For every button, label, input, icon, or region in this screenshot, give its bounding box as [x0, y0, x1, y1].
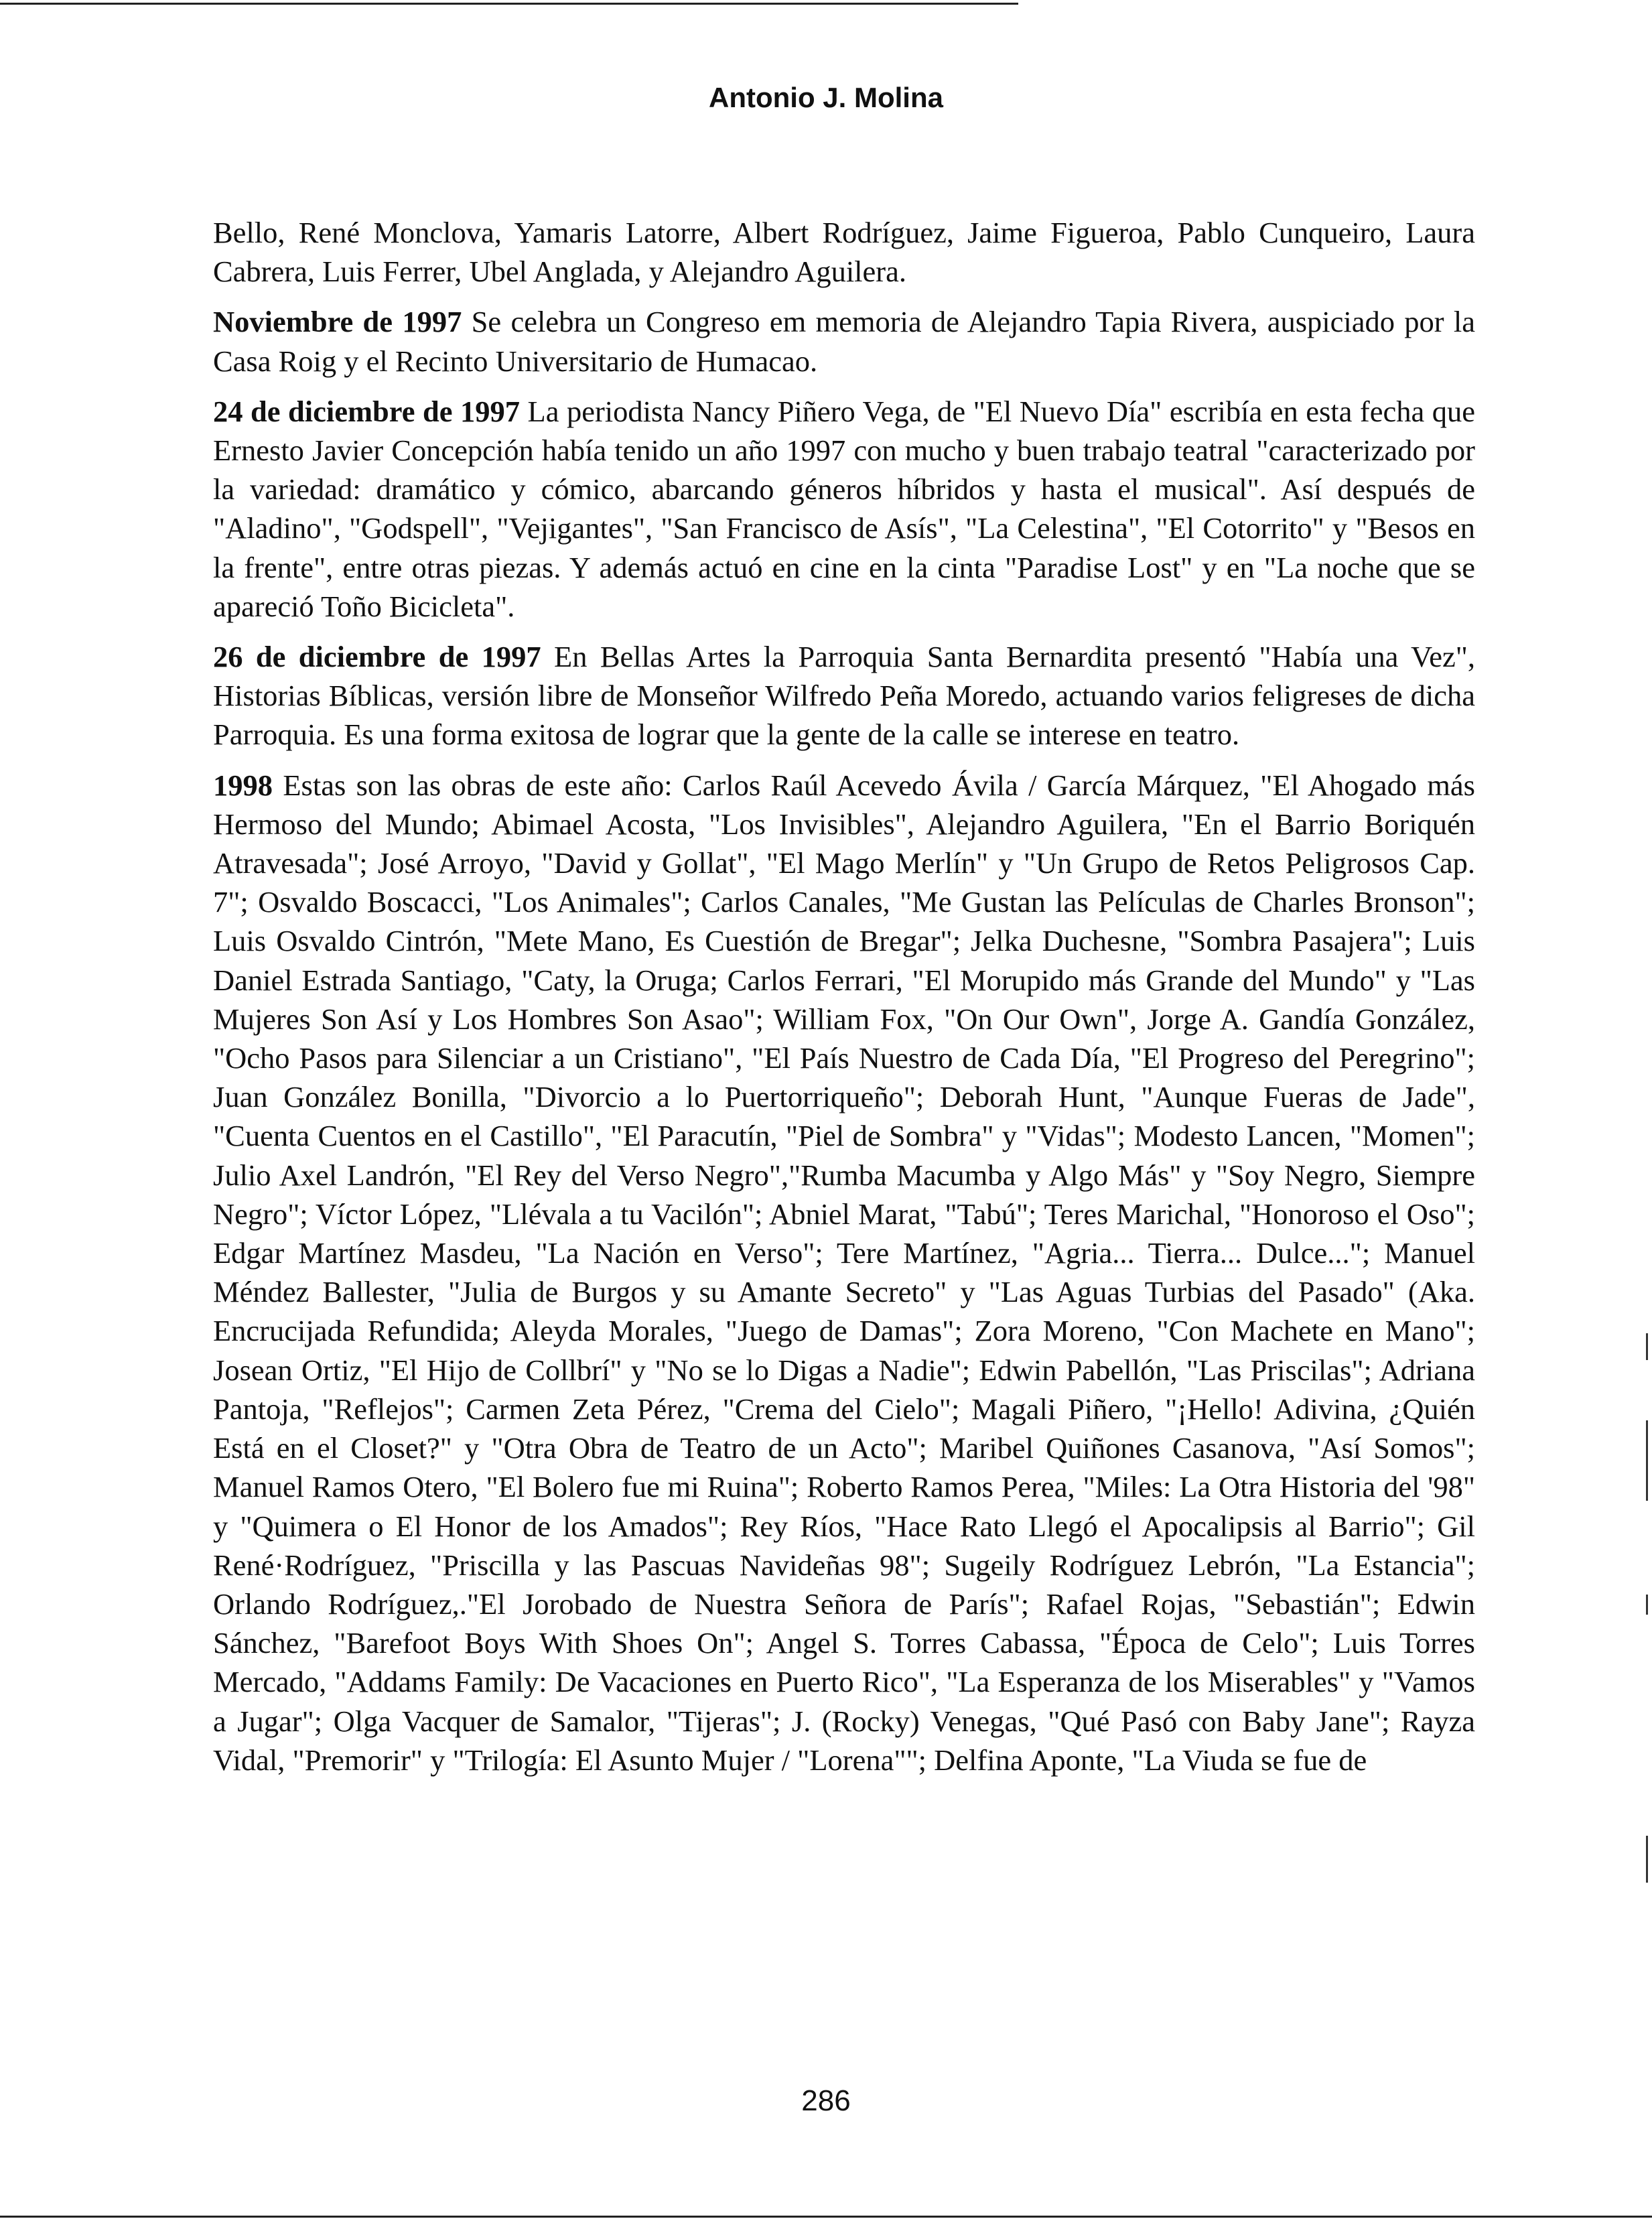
bottom-rule [0, 2216, 1652, 2218]
entry-1998 [213, 766, 1475, 1779]
entry-24-diciembre-1997 [213, 392, 1475, 626]
entry-date: 24 de diciembre de 1997 [213, 394, 521, 428]
running-head-author: Antonio J. Molina [709, 82, 943, 113]
entry-noviembre-1997 [213, 302, 1475, 380]
scan-margin-mark [1646, 1836, 1648, 1883]
top-rule [0, 3, 1018, 5]
scan-margin-mark [1646, 1333, 1648, 1360]
entry-text: Se celebra un Congreso em memoria de Alejandro Tapia Rivera, auspiciado por la Casa Roig y el Recinto Universitario de Humacao. [213, 305, 1476, 378]
entry-date: 26 de diciembre de 1997 [213, 640, 541, 674]
entry-text: Bello, René Monclova, Yamaris Latorre, Albert Rodríguez, Jaime Figueroa, Pablo Cunqueiro, Laura Cabrera, Luis Ferrer, Ubel Anglada, y Alejandro Aguilera. [213, 216, 1475, 289]
entry-text: Estas son las obras de este año: Carlos Raúl Acevedo Ávila / García Márquez, "El Ahogado más Hermoso del Mundo; Abimael Acosta, "Los Invisibles", Alejandro Aguilera, "En el Barrio Boriquén Atravesada"; José Arroyo, "David y Gollat", "El Mago Merlín" y "Un Grupo de Retos Peligrosos Cap. 7"; Osvaldo Boscacci, "Los Animales"; Carlos Canales, "Me Gustan las Películas de Charles Bronson"; Luis Osvaldo Cintrón, "Mete Mano, Es Cuestión de Bregar"; Jelka Duchesne, "Sombra Pasajera"; Luis Daniel Estrada Santiago, "Caty, la Oruga; Carlos Ferrari, "El Morupido más Grande del Mundo" y "Las Mujeres Son Así y Los Hombres Son Asao"; William Fox, "On Our Own", Jorge A. Gandía González, "Ocho Pasos para Silenciar a un Cristiano", "El País Nuestro de Cada Día, "El Progreso del Peregrino"; Juan González Bonilla, "Divorcio a lo Puertorriqueño"; Deborah Hunt, "Aunque Fueras de Jade", "Cuenta Cuentos en el Castillo", "El Paracutín, "Piel de Sombra" y "Vidas"; Modesto Lancen, "Momen"; Julio Axel Landrón, "El Rey del Verso Negro","Rumba Macumba y Algo Más" y "Soy Negro, Siempre Negro"; Víctor López, "Llévala a tu Vacilón"; Abniel Marat, "Tabú"; Teres Marichal, "Honoroso el Oso"; Edgar Martínez Masdeu, "La Nación en Verso"; Tere Martínez, "Agria... Tierra... Dulce..."; Manuel Méndez Ballester, "Julia de Burgos y su Amante Secreto" y "Las Aguas Turbias del Pasado" (Aka. Encrucijada Refundida; Aleyda Morales, "Juego de Damas"; Zora Moreno, "Con Machete en Mano"; Josean Ortiz, "El Hijo de Collbrí" y "No se lo Digas a Nadie"; Edwin Pabellón, "Las Priscilas"; Adriana Pantoja, "Reflejos"; Carmen Zeta Pérez, "Crema del Cielo"; Magali Piñero, "¡Hello! Adivina, ¿Quién Está en el Closet?" y "Otra Obra de Teatro de un Acto"; Maribel Quiñones Casanova, "Así Somos"; Manuel Ramos Otero, "El Bolero fue mi Ruina"; Roberto Ramos Perea, "Miles: La Otra Historia del '98" y "Quimera o El Honor de los Amados"; Rey Ríos, "Hace Rato Llegó el Apocalipsis al Barrio"; Gil René·Rodríguez, "Priscilla y las Pascuas Navideñas 98"; Sugeily Rodríguez Lebrón, "La Estancia"; Orlando Rodríguez,."El Jorobado de Nuestra Señora de París"; Rafael Rojas, "Sebastián"; Edwin Sánchez, "Barefoot Boys With Shoes On"; Angel S. Torres Cabassa, "Época de Celo"; Luis Torres Mercado, "Addams Family: De Vacaciones en Puerto Rico", "La Esperanza de los Miserables" y "Vamos a Jugar"; Olga Vacquer de Samalor, "Tijeras"; J. (Rocky) Venegas, "Qué Pasó con Baby Jane"; Rayza Vidal, "Premorir" y "Trilogía: El Asunto Mujer / "Lorena""; Delfina Aponte, "La Viuda se fue de [213, 768, 1475, 1777]
entry-date: 1998 [213, 768, 273, 802]
page-number: 286 [801, 2084, 851, 2117]
entry-text: En Bellas Artes la Parroquia Santa Bernardita presentó "Había una Vez", Historias Bíblicas, versión libre de Monseñor Wilfredo Peña Moredo, actuando varios feligreses de dicha Parroquia. Es una forma exitosa de lograr que la gente de la calle se interese en teatro. [213, 640, 1476, 752]
scan-margin-mark [1646, 1420, 1648, 1501]
entry-text: La periodista Nancy Piñero Vega, de "El Nuevo Día" escribía en esta fecha que Ernesto Javier Concepción había tenido un año 1997 con mucho y buen trabajo teatral "caracterizado por la variedad: dramático y cómico, abarcando géneros híbridos y hasta el musical". Así después de "Aladino", "Godspell", "Vejigantes", "San Francisco de Asís", "La Celestina", "El Cotorrito" y "Besos en la frente", entre otras piezas. Y además actuó en cine en la cinta "Paradise Lost" y en "La noche que se apareció Toño Bicicleta". [213, 394, 1476, 623]
body-text [213, 213, 1475, 1791]
entry-date: Noviembre de 1997 [213, 305, 462, 339]
entry-continuation [213, 213, 1475, 291]
entry-26-diciembre-1997 [213, 637, 1475, 754]
scan-margin-mark [1646, 1595, 1648, 1615]
